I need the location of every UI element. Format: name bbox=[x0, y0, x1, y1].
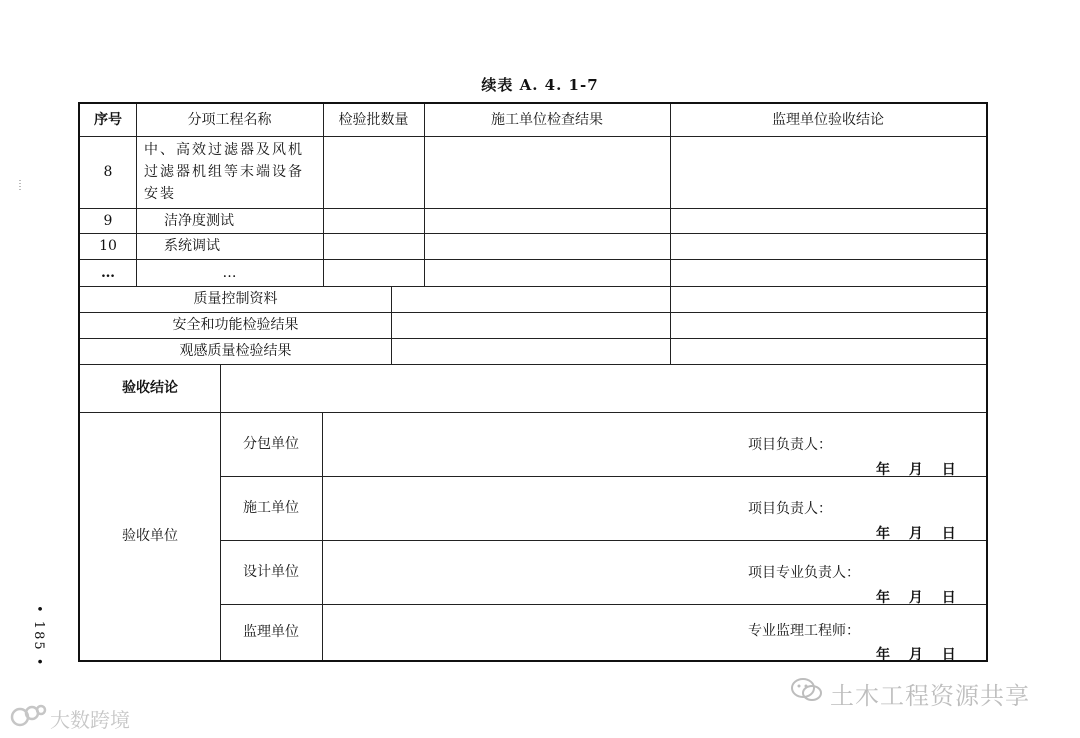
header-conclusion: 监理单位验收结论 bbox=[772, 112, 884, 128]
header-name: 分项工程名称 bbox=[187, 112, 272, 128]
sign-date: 年 月 日 bbox=[876, 526, 956, 542]
unit-name: 监理单位 bbox=[243, 624, 299, 640]
unit-name: 设计单位 bbox=[243, 564, 299, 580]
wechat-icon bbox=[790, 676, 824, 704]
unit-name: 分包单位 bbox=[243, 436, 299, 452]
row-index: … bbox=[101, 264, 115, 281]
row-divider bbox=[220, 476, 986, 477]
row-divider bbox=[220, 604, 986, 605]
summary-label: 观感质量检验结果 bbox=[179, 343, 292, 359]
header-count: 检验批数量 bbox=[338, 112, 409, 128]
table-title: 续表 A. 4. 1-7 bbox=[481, 76, 599, 94]
row-name: 中、高效过滤器及风机过滤器机组等末端设备安装 bbox=[144, 142, 304, 202]
header-index: 序号 bbox=[94, 112, 122, 128]
row-index: 8 bbox=[103, 164, 113, 180]
col-divider bbox=[670, 104, 671, 364]
header-check: 施工单位检查结果 bbox=[491, 112, 603, 128]
col-divider bbox=[391, 286, 392, 364]
row-divider bbox=[220, 540, 986, 541]
signer-label: 项目专业负责人： bbox=[748, 565, 860, 581]
scan-mark bbox=[18, 180, 22, 190]
site-watermark: 大数跨境 bbox=[50, 708, 130, 732]
unit-name: 施工单位 bbox=[243, 500, 299, 516]
acceptance-conclusion-label: 验收结论 bbox=[122, 380, 178, 396]
row-index: 10 bbox=[99, 238, 117, 254]
sign-date: 年 月 日 bbox=[876, 590, 956, 606]
signer-label: 专业监理工程师： bbox=[748, 623, 860, 639]
sign-date: 年 月 日 bbox=[876, 462, 956, 478]
signer-label: 项目负责人： bbox=[748, 437, 832, 453]
logo-icon bbox=[10, 703, 48, 729]
row-name: 系统调试 bbox=[164, 238, 220, 254]
row-name: 洁净度测试 bbox=[164, 212, 234, 229]
summary-label: 安全和功能检验结果 bbox=[172, 317, 299, 333]
col-divider bbox=[322, 412, 323, 660]
acceptance-unit-label: 验收单位 bbox=[122, 528, 178, 544]
signer-label: 项目负责人： bbox=[748, 501, 832, 517]
acceptance-table bbox=[78, 102, 988, 662]
wechat-watermark: 土木工程资源共享 bbox=[830, 682, 1030, 710]
page-number: • 185 • bbox=[31, 605, 46, 668]
sign-date: 年 月 日 bbox=[876, 647, 956, 663]
summary-label: 质量控制资料 bbox=[193, 291, 278, 307]
row-index: 9 bbox=[103, 212, 113, 229]
row-name: … bbox=[222, 264, 237, 281]
